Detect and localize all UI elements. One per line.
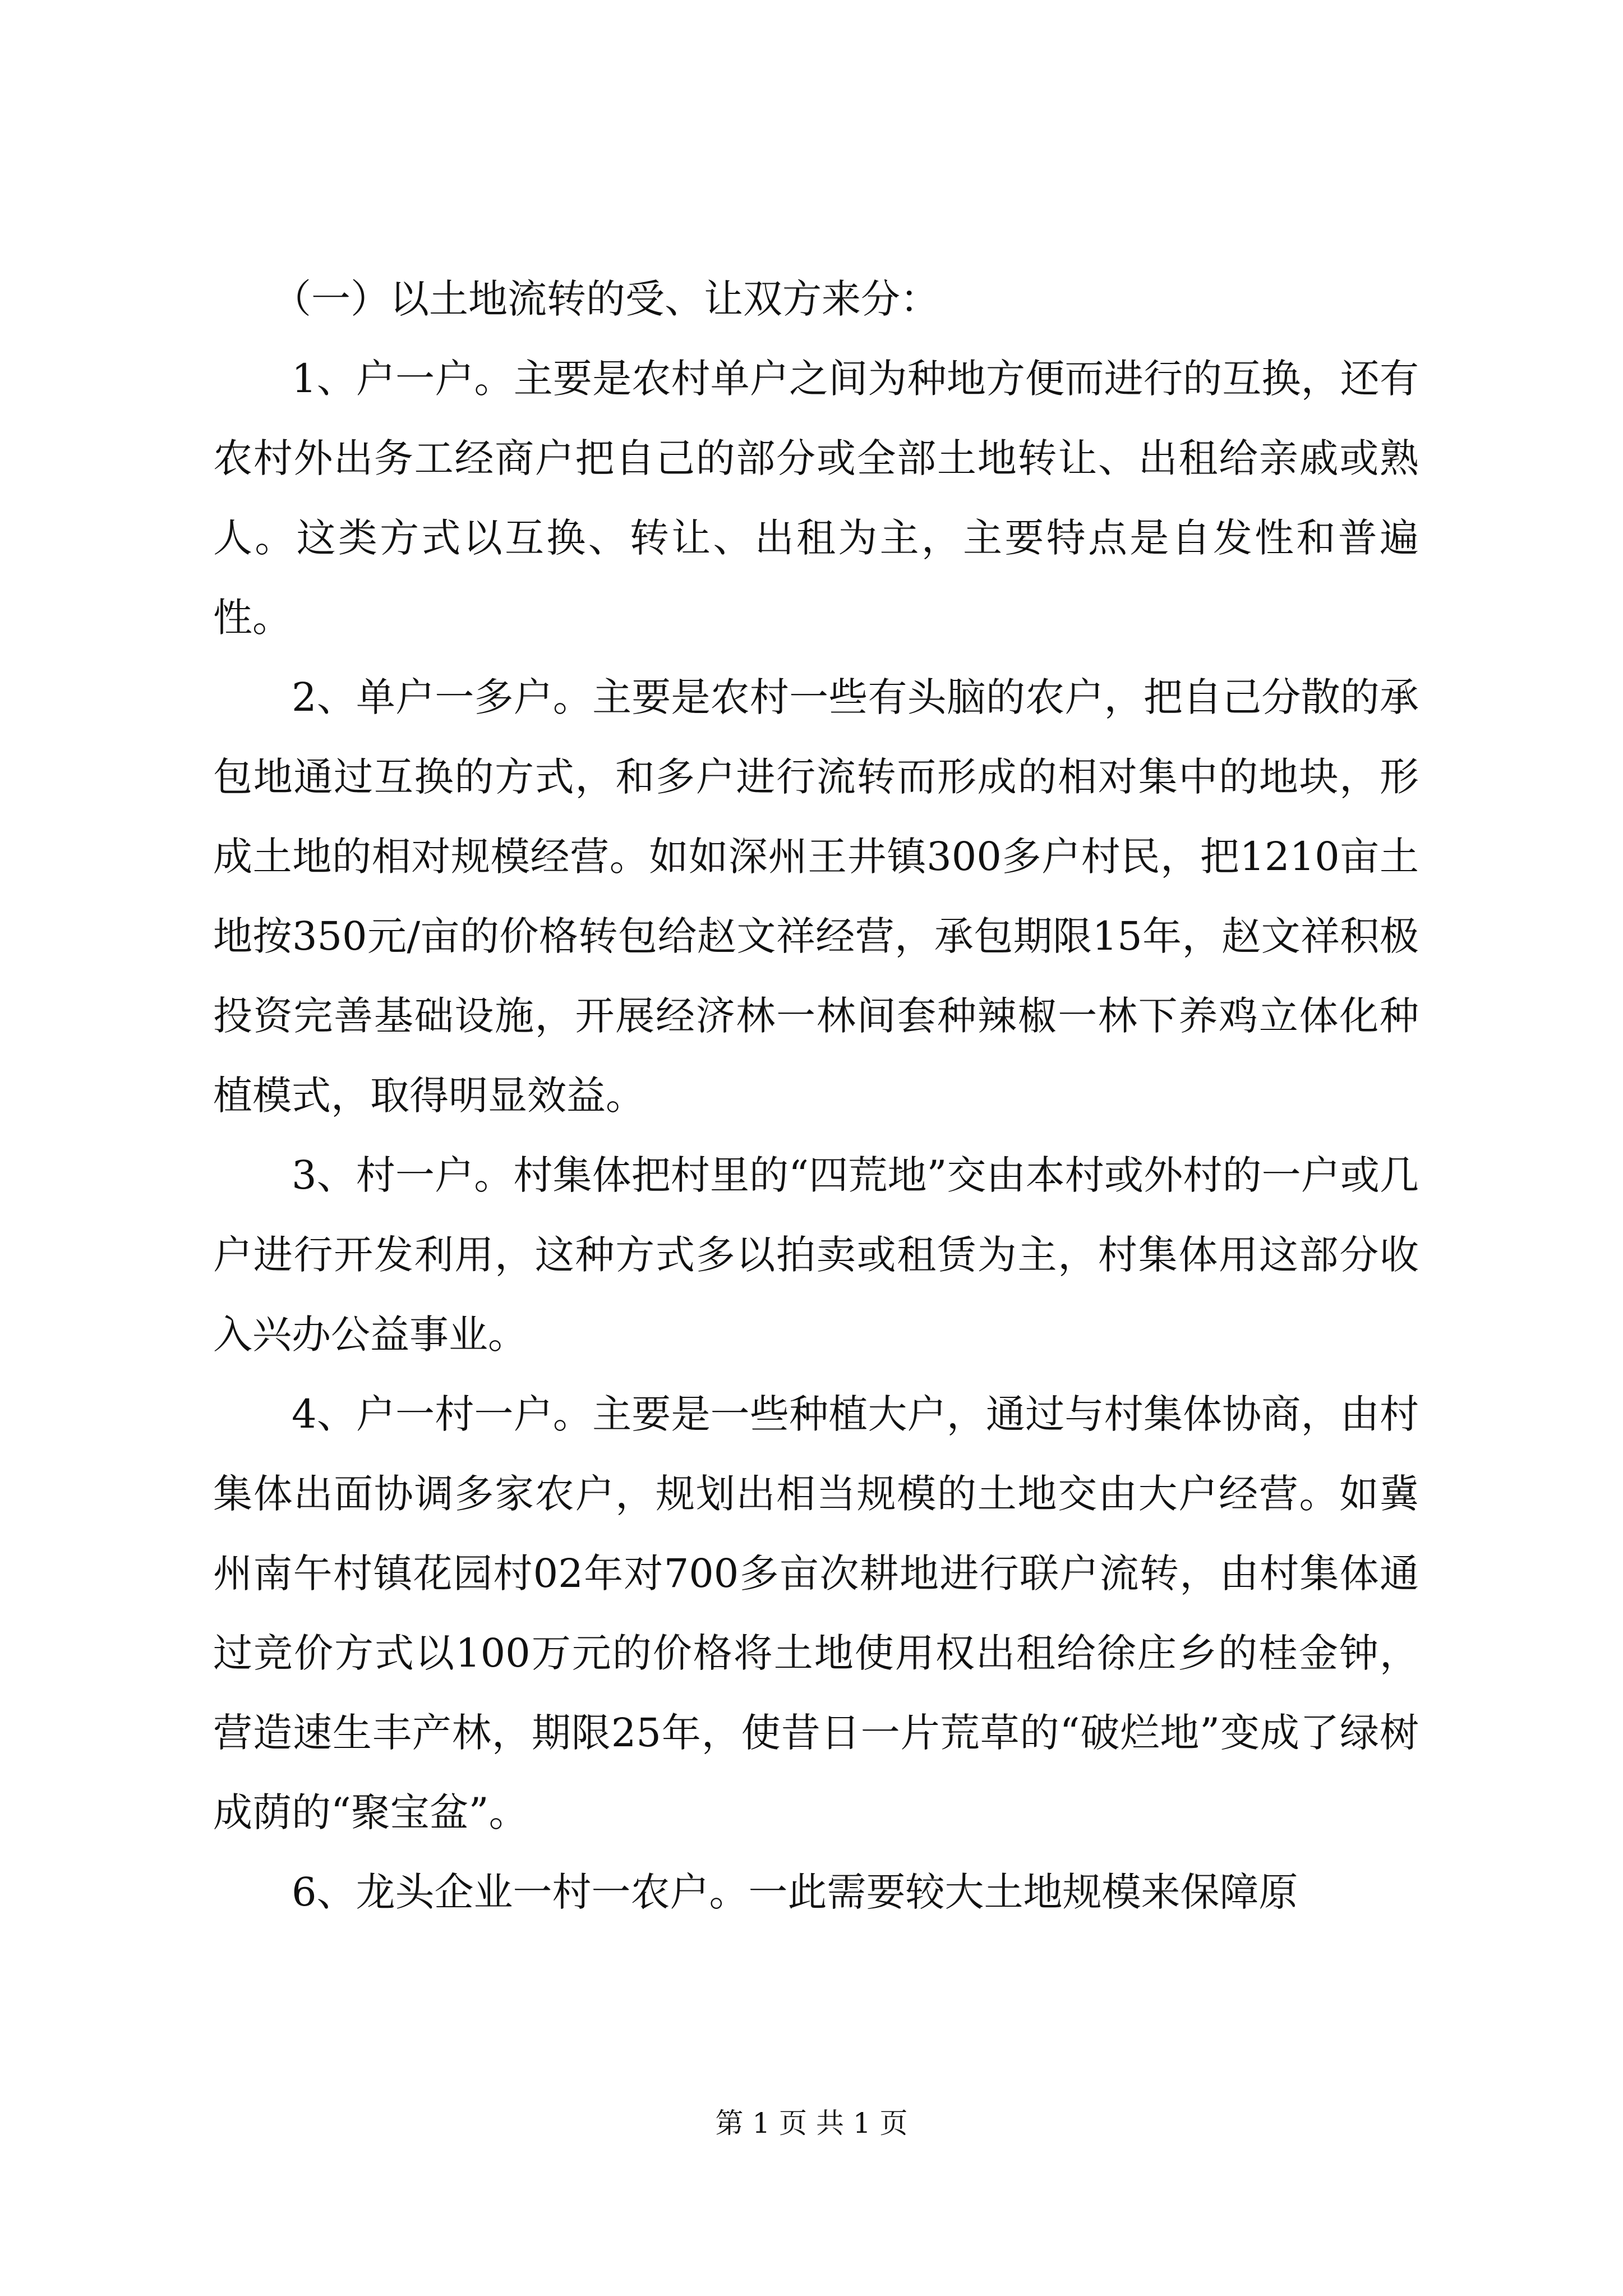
page-number-footer: 第 1 页 共 1 页: [715, 2107, 908, 2139]
paragraph-2: 2、单户一多户。主要是农村一些有头脑的农户，把自己分散的承包地通过互换的方式，和多户进行流转而形成的相对集中的地块，形成土地的相对规模经营。如如深州王井镇300多户村民，把1210亩土地按350元/亩的价格转包给赵文祥经营，承包期限15年，赵文祥积极投资完善基础设施，开展经济林一林间套种辣椒一林下养鸡立体化种植模式，取得明显效益。: [213, 674, 1419, 1119]
paragraph-5: 6、龙头企业一村一农户。一此需要较大土地规模来保障原: [292, 1869, 1298, 1915]
section-heading: （一）以土地流转的受、让双方来分：: [272, 276, 939, 322]
paragraph-3: 3、村一户。村集体把村里的“四荒地”交由本村或外村的一户或几户进行开发利用，这种方式多以拍卖或租赁为主，村集体用这部分收入兴办公益事业。: [213, 1152, 1419, 1358]
paragraph-4: 4、户一村一户。主要是一些种植大户，通过与村集体协商，由村集体出面协调多家农户，规划出相当规模的土地交由大户经营。如冀州南午村镇花园村02年对700多亩次耕地进行联户流转，由村集体通过竞价方式以100万元的价格将土地使用权出租给徐庄乡的桂金钟，营造速生丰产林，期限25年，使昔日一片荒草的“破烂地”变成了绿树成荫的“聚宝盆”。: [213, 1391, 1419, 1835]
paragraph-1: 1、户一户。主要是农村单户之间为种地方便而进行的互换，还有农村外出务工经商户把自己的部分或全部土地转让、出租给亲戚或熟人。这类方式以互换、转让、出租为主，主要特点是自发性和普遍性。: [213, 356, 1419, 641]
document-body: [213, 259, 1419, 1932]
